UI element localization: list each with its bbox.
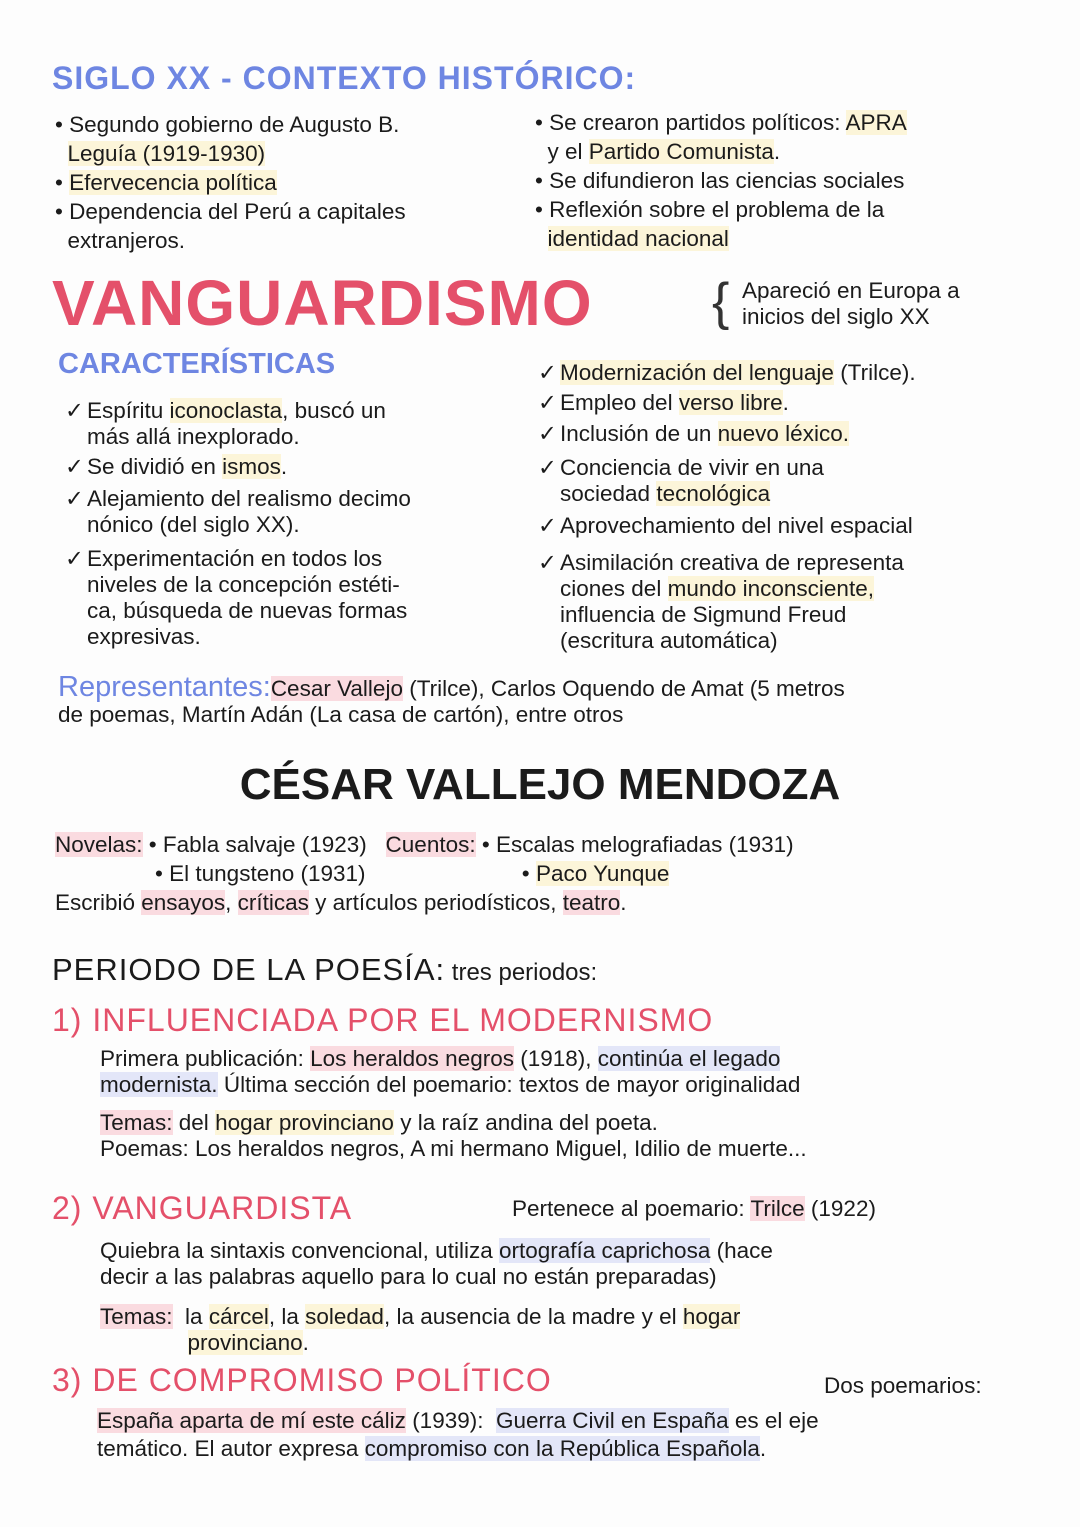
text-line [100,1238,773,1264]
text-segment [55,141,68,166]
text-segment: (1918), [513,1046,598,1071]
text-segment: nónico (del siglo XX). [87,512,300,537]
text-line [100,1072,807,1098]
text-line [55,112,406,138]
text-segment: Escribió [55,890,142,915]
text-segment: (Trilce). [833,360,916,385]
text-segment: (escritura automática) [560,628,778,653]
highlighted-text: modernista. [100,1072,218,1097]
text-segment: Empleo del [560,390,679,415]
highlighted-text: Leguía (1919-1930) [67,141,266,166]
text-segment: y el [535,139,589,164]
text-line [65,454,287,480]
text-segment: la [172,1304,209,1329]
highlighted-text: Los heraldos negros [310,1046,514,1071]
text-segment: Quiebra la sintaxis convencional, utiliza [100,1238,499,1263]
highlighted-text: Modernización del lenguaje [560,360,834,385]
text-line [538,513,913,539]
text-segment: • Fabla salvaje (1923) [142,832,386,857]
highlighted-text: ortografía caprichosa [498,1238,711,1263]
text-segment: ca, búsqueda de nuevas formas [87,598,408,623]
text-segment: del [172,1110,216,1135]
periodo-2-side [512,1196,876,1222]
highlighted-text: críticas [237,890,309,915]
highlighted-text: identidad nacional [547,226,729,251]
check-icon: ✓ [65,454,84,479]
text-segment: sociedad [560,481,657,506]
text-segment: (1922) [804,1196,876,1221]
check-icon: ✓ [65,398,84,423]
text-segment: Inclusión de un [560,421,718,446]
text-segment: • Reflexión sobre el problema de la [535,197,885,222]
characteristic-item [65,546,407,650]
text-line [65,546,407,572]
characteristic-item [538,550,904,654]
periodo-1-title: 1) INFLUENCIADA POR EL MODERNISMO [52,1002,714,1038]
text-line [538,390,789,416]
text-line [55,861,794,887]
text-line [100,1264,773,1290]
highlighted-text: nuevo léxico. [717,421,849,446]
text-line [538,421,849,447]
text-segment: niveles de la concepción estéti- [87,572,400,597]
text-segment: • Dependencia del Perú a capitales [55,199,406,224]
text-line [65,398,386,424]
highlighted-text: iconoclasta [169,398,283,423]
check-icon: ✓ [538,550,557,575]
text-segment: de poemas, Martín Adán (La casa de cartón), entre otros [58,702,624,727]
text-segment: Aprovechamiento del nivel espacial [560,513,913,538]
check-icon: ✓ [538,513,557,538]
caracteristicas-title: CARACTERÍSTICAS [58,348,336,380]
text-segment: Poemas: Los heraldos negros, A mi hermano Miguel, Idilio de muerte... [100,1136,807,1161]
text-segment: (1939): [405,1408,496,1433]
highlighted-text: compromiso con la República Española [364,1436,760,1461]
text-line [100,1136,807,1162]
text-segment: • Se difundieron las ciencias sociales [535,168,905,193]
highlighted-text: APRA [845,110,907,135]
text-segment: , la [268,1304,306,1329]
highlighted-text: verso libre [678,390,783,415]
text-segment: . [782,390,789,415]
text-segment: extranjeros. [55,228,186,253]
text-segment: Espíritu [87,398,170,423]
highlighted-text: Trilce [750,1196,805,1221]
text-segment: Primera publicación: [100,1046,311,1071]
highlighted-text: cárcel [208,1304,269,1329]
text-segment: . [759,1436,767,1461]
text-segment: . [773,139,781,164]
characteristic-item [538,421,849,447]
brace-symbol: { [712,273,730,331]
highlighted-text: continúa el legado [597,1046,781,1071]
text-line [538,576,904,602]
text-line [97,1436,819,1462]
highlighted-text: teatro [562,890,621,915]
periodo-3-side [824,1373,982,1399]
text-line [55,228,406,254]
text-line [55,199,406,225]
periodo-subtitle: tres periodos: [445,959,598,986]
highlighted-text: tecnológica [656,481,771,506]
representantes-line-2 [58,702,845,728]
characteristic-item [538,513,913,539]
vallejo-title: CÉSAR VALLEJO MENDOZA [239,760,841,809]
characteristic-item [538,455,824,507]
highlighted-text: Temas: [100,1304,173,1329]
text-segment: (hace [710,1238,773,1263]
text-line [55,141,406,167]
text-line [65,512,411,538]
text-segment: y la raíz andina del poeta. [393,1110,658,1135]
vallejo-obras [55,832,794,919]
highlighted-text: Cesar Vallejo [270,676,403,701]
periodo-3-body [97,1408,819,1462]
text-segment: • El tungsteno (1931) • [55,861,536,886]
text-line [97,1408,819,1434]
highlighted-text: Temas: [100,1110,173,1135]
text-segment: Dos poemarios: [824,1373,982,1398]
text-segment: más allá inexplorado. [87,424,300,449]
text-line [65,572,407,598]
text-line [538,455,824,481]
text-segment: ciones del [560,576,668,601]
check-icon: ✓ [538,360,557,385]
text-segment: • Escalas melografiadas (1931) [475,832,794,857]
text-line [538,602,904,628]
text-segment: . [280,454,288,479]
text-segment: Asimilación creativa de representa [560,550,904,575]
text-segment: Conciencia de vivir en una [560,455,824,480]
text-line [55,890,794,916]
characteristic-item [65,486,411,538]
text-line [100,1330,773,1356]
check-icon: ✓ [538,455,557,480]
highlighted-text: hogar provinciano [215,1110,394,1135]
representantes-line-1 [58,672,845,702]
text-line [535,139,907,165]
text-segment: Última sección del poemario: textos de mayor originalidad [217,1072,801,1097]
text-line [538,360,916,386]
periodo-2-title: 2) VANGUARDISTA [52,1190,353,1226]
text-segment: Experimentación en todos los [87,546,383,571]
periodo-heading: PERIODO DE LA POESÍA: [52,952,446,987]
highlighted-text: Guerra Civil en España [495,1408,729,1433]
highlighted-text: soledad [305,1304,384,1329]
text-line [65,486,411,512]
check-icon: ✓ [538,421,557,446]
text-segment: y artículos periodísticos, [308,890,563,915]
highlighted-text: hogar [682,1304,741,1329]
text-line [65,424,386,450]
check-icon: ✓ [65,546,84,571]
text-line [538,628,904,654]
highlighted-text: Efervecencia política [69,170,277,195]
text-segment: influencia de Sigmund Freud [560,602,847,627]
text-segment: , [225,890,238,915]
text-segment: decir a las palabras aquello para lo cual no están preparadas) [100,1264,717,1289]
text-segment: Alejamiento del realismo decimo [87,486,411,511]
characteristic-item [538,360,916,386]
text-segment [100,1330,188,1355]
text-segment: (Trilce), Carlos Oquendo de Amat (5 metros [402,676,845,701]
highlighted-text: España aparta de mí este cáliz [97,1408,406,1433]
text-line [535,110,907,136]
text-segment: es el eje [728,1408,819,1433]
text-line [100,1046,807,1072]
text-line [100,1110,807,1136]
text-segment: Se dividió en [87,454,223,479]
text-segment: • [55,170,70,195]
section-title-contexto: SIGLO XX - CONTEXTO HISTÓRICO: [52,60,637,96]
note-line: Apareció en Europa a [742,278,960,303]
periodo-title [52,952,597,988]
highlighted-text: ensayos [141,890,226,915]
text-line [535,226,907,252]
characteristic-item [538,390,789,416]
vanguardismo-title: VANGUARDISMO [52,267,593,339]
highlighted-text: mundo inconsciente, [667,576,874,601]
check-icon: ✓ [538,390,557,415]
characteristic-item [65,454,287,480]
text-segment: Pertenece al poemario: [512,1196,751,1221]
text-segment: • Segundo gobierno de Augusto B. [55,112,400,137]
text-segment: . [302,1330,309,1355]
highlighted-text: provinciano [187,1330,303,1355]
note-line: inicios del siglo XX [742,304,930,329]
text-line [535,197,907,223]
highlighted-text: ismos [222,454,281,479]
text-segment: • Se crearon partidos políticos: [535,110,846,135]
highlighted-text: Novelas: [55,832,143,857]
text-line [55,170,406,196]
contexto-right-list [535,110,907,255]
text-line [535,168,907,194]
representantes [58,672,845,728]
text-line [55,832,794,858]
text-line [538,481,824,507]
text-line [65,624,407,650]
contexto-left-list [55,112,406,257]
text-segment: , buscó un [282,398,386,423]
text-line [65,598,407,624]
text-segment [535,226,548,251]
text-line [538,550,904,576]
text-segment: , la ausencia de la madre y el [383,1304,683,1329]
periodo-3-title: 3) DE COMPROMISO POLÍTICO [52,1362,552,1398]
highlighted-text: Paco Yunque [535,861,670,886]
periodo-2-body [100,1238,773,1356]
representantes-label: Representantes: [58,671,271,703]
text-segment: expresivas. [87,624,201,649]
check-icon: ✓ [65,486,84,511]
highlighted-text: Cuentos: [385,832,476,857]
text-segment: temático. El autor expresa [97,1436,365,1461]
characteristic-item [65,398,386,450]
text-segment: . [620,890,627,915]
highlighted-text: Partido Comunista [588,139,774,164]
text-line [100,1304,773,1330]
periodo-1-body [100,1046,807,1162]
vanguardismo-note [742,278,960,330]
